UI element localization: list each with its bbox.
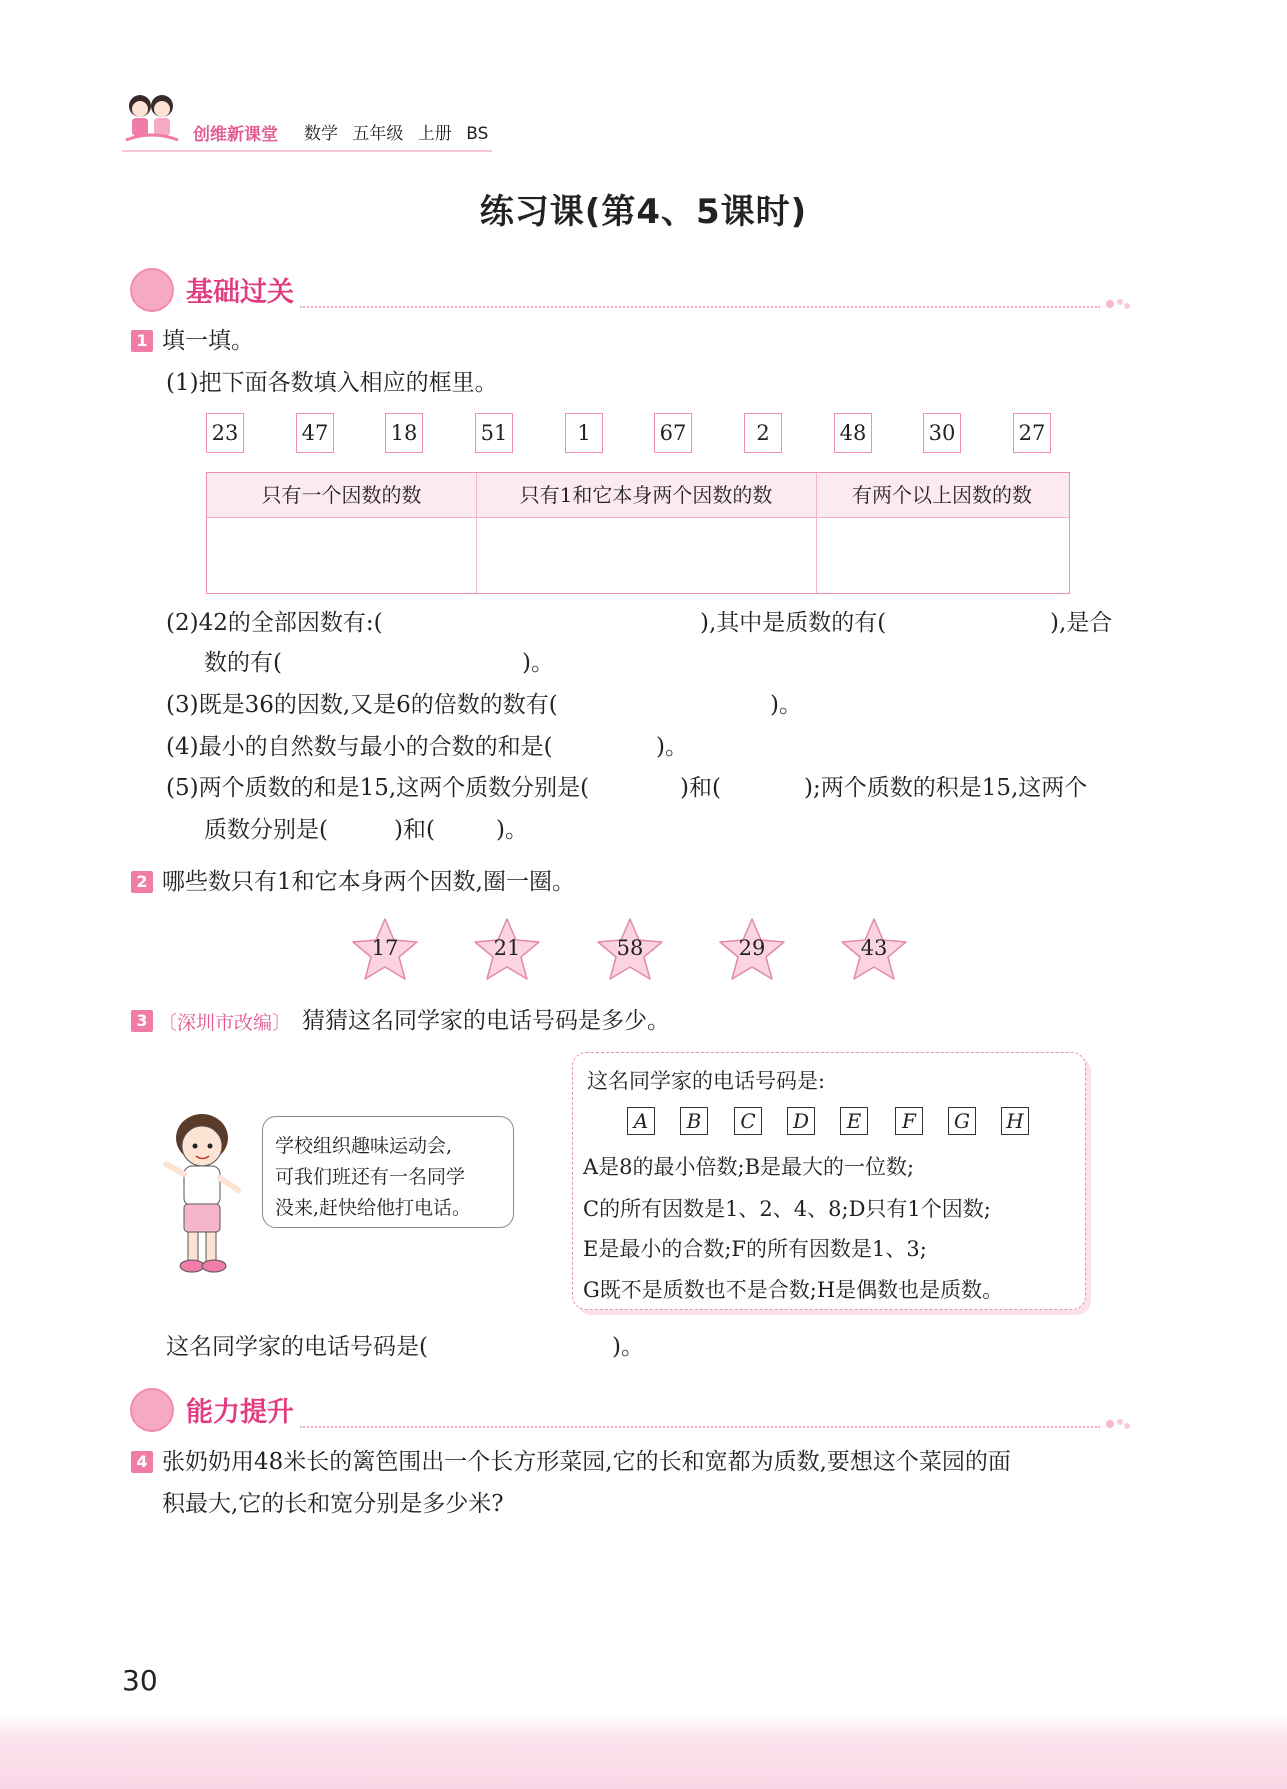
q1-part3-a: (3)既是36的因数,又是6的倍数的数有( bbox=[166, 692, 558, 718]
section-basic-dots-icon bbox=[1104, 296, 1132, 306]
star-label: 58 bbox=[616, 936, 644, 960]
clue-line: A是8的最小倍数;B是最大的一位数; bbox=[583, 1155, 915, 1179]
number-box: 27 bbox=[1013, 413, 1051, 453]
section-basic-divider bbox=[300, 306, 1100, 308]
q3-answer-b: )。 bbox=[612, 1334, 644, 1360]
digit-box-g[interactable]: G bbox=[948, 1107, 976, 1135]
question-3-number: 3 bbox=[131, 1010, 153, 1032]
edition: BS bbox=[466, 124, 489, 144]
number-box: 51 bbox=[475, 413, 513, 453]
clue-line: C的所有因数是1、2、4、8;D只有1个因数; bbox=[583, 1197, 991, 1221]
grade: 五年级 bbox=[352, 124, 404, 144]
phone-clue-panel bbox=[572, 1052, 1086, 1310]
q1-part2-d: 数的有( bbox=[204, 650, 282, 676]
q1-part2-c: ),是合 bbox=[1050, 610, 1113, 636]
q1-part5-a: (5)两个质数的和是15,这两个质数分别是( bbox=[166, 775, 590, 801]
section-advanced-title: 能力提升 bbox=[186, 1397, 294, 1428]
speech-line: 没来,赶快给他打电话。 bbox=[275, 1197, 472, 1219]
panel-title: 这名同学家的电话号码是: bbox=[587, 1069, 826, 1093]
brand-name: 创维新课堂 bbox=[193, 125, 278, 145]
star-option[interactable] bbox=[350, 916, 420, 982]
star-option[interactable] bbox=[472, 916, 542, 982]
number-box: 1 bbox=[565, 413, 603, 453]
clue-line: E是最小的合数;F的所有因数是1、3; bbox=[583, 1237, 927, 1261]
question-4-line1: 张奶奶用48米长的篱笆围出一个长方形菜园,它的长和宽都为质数,要想这个菜园的面 bbox=[162, 1449, 1011, 1475]
digit-box-d[interactable]: D bbox=[787, 1107, 815, 1135]
star-label: 21 bbox=[493, 936, 521, 960]
digit-box-f[interactable]: F bbox=[895, 1107, 923, 1135]
q1-part1-text: (1)把下面各数填入相应的框里。 bbox=[166, 370, 498, 396]
section-basic-icon bbox=[130, 268, 174, 312]
source-tag: 〔深圳市改编〕 bbox=[158, 1012, 292, 1034]
answer-cell-composite[interactable] bbox=[817, 518, 1067, 592]
digit-box-b[interactable]: B bbox=[680, 1107, 708, 1135]
clue-line: G既不是质数也不是合数;H是偶数也是质数。 bbox=[583, 1278, 1004, 1302]
footer-band bbox=[0, 1715, 1287, 1789]
star-option[interactable] bbox=[595, 916, 665, 982]
speech-line: 学校组织趣味运动会, bbox=[275, 1135, 453, 1157]
q1-part5-e: )和( bbox=[394, 817, 435, 843]
q1-part2-a: (2)42的全部因数有:( bbox=[166, 610, 383, 636]
section-basic-title: 基础过关 bbox=[186, 277, 294, 308]
header-divider bbox=[122, 150, 492, 152]
table-header-cell: 有两个以上因数的数 bbox=[852, 483, 1032, 507]
digit-box-h[interactable]: H bbox=[1001, 1107, 1029, 1135]
subject: 数学 bbox=[304, 124, 338, 144]
q1-part2-e: )。 bbox=[522, 650, 554, 676]
question-4-number: 4 bbox=[131, 1451, 153, 1473]
q1-part5-f: )。 bbox=[496, 817, 528, 843]
question-3-text: 猜猜这名同学家的电话号码是多少。 bbox=[302, 1008, 670, 1034]
q1-part3-b: )。 bbox=[770, 692, 802, 718]
q4-answer-area[interactable] bbox=[162, 1530, 1122, 1650]
kids-logo-icon bbox=[122, 90, 182, 148]
page-title: 练习课(第4、5课时) bbox=[479, 192, 808, 232]
number-box: 48 bbox=[834, 413, 872, 453]
section-advanced-icon bbox=[130, 1388, 174, 1432]
q3-answer-a: 这名同学家的电话号码是( bbox=[166, 1334, 428, 1360]
q1-part4-b: )。 bbox=[656, 734, 688, 760]
question-2-number: 2 bbox=[131, 871, 153, 893]
number-box: 30 bbox=[923, 413, 961, 453]
question-4-line2: 积最大,它的长和宽分别是多少米? bbox=[162, 1491, 504, 1517]
star-label: 43 bbox=[860, 936, 888, 960]
page-number: 30 bbox=[122, 1664, 158, 1697]
table-header-cell: 只有1和它本身两个因数的数 bbox=[519, 483, 773, 507]
digit-box-c[interactable]: C bbox=[734, 1107, 762, 1135]
star-label: 29 bbox=[738, 936, 766, 960]
question-1-text: 填一填。 bbox=[162, 328, 254, 354]
section-advanced-dots-icon bbox=[1104, 1416, 1132, 1426]
number-box: 23 bbox=[206, 413, 244, 453]
book-info bbox=[304, 119, 497, 144]
speech-line: 可我们班还有一名同学 bbox=[275, 1166, 466, 1188]
q1-part5-c: );两个质数的积是15,这两个 bbox=[804, 775, 1088, 801]
number-box: 67 bbox=[654, 413, 692, 453]
star-label: 17 bbox=[371, 936, 399, 960]
q1-part2-b: ),其中是质数的有( bbox=[700, 610, 887, 636]
classification-table bbox=[206, 472, 1070, 594]
q1-part4-a: (4)最小的自然数与最小的合数的和是( bbox=[166, 734, 553, 760]
star-option[interactable] bbox=[717, 916, 787, 982]
q1-part5-b: )和( bbox=[680, 775, 721, 801]
section-advanced-divider bbox=[300, 1426, 1100, 1428]
answer-cell-one-factor[interactable] bbox=[207, 518, 475, 592]
number-box: 2 bbox=[744, 413, 782, 453]
answer-cell-prime[interactable] bbox=[477, 518, 815, 592]
number-box: 18 bbox=[385, 413, 423, 453]
boy-illustration-icon bbox=[162, 1108, 262, 1280]
q1-part5-d: 质数分别是( bbox=[204, 817, 328, 843]
volume: 上册 bbox=[417, 124, 452, 144]
question-2-text: 哪些数只有1和它本身两个因数,圈一圈。 bbox=[162, 869, 575, 895]
question-1-number: 1 bbox=[131, 330, 153, 352]
digit-box-a[interactable]: A bbox=[627, 1107, 655, 1135]
speech-bubble bbox=[262, 1116, 514, 1228]
table-header-cell: 只有一个因数的数 bbox=[261, 483, 422, 507]
star-option[interactable] bbox=[839, 916, 909, 982]
digit-box-e[interactable]: E bbox=[840, 1107, 868, 1135]
number-box: 47 bbox=[296, 413, 334, 453]
